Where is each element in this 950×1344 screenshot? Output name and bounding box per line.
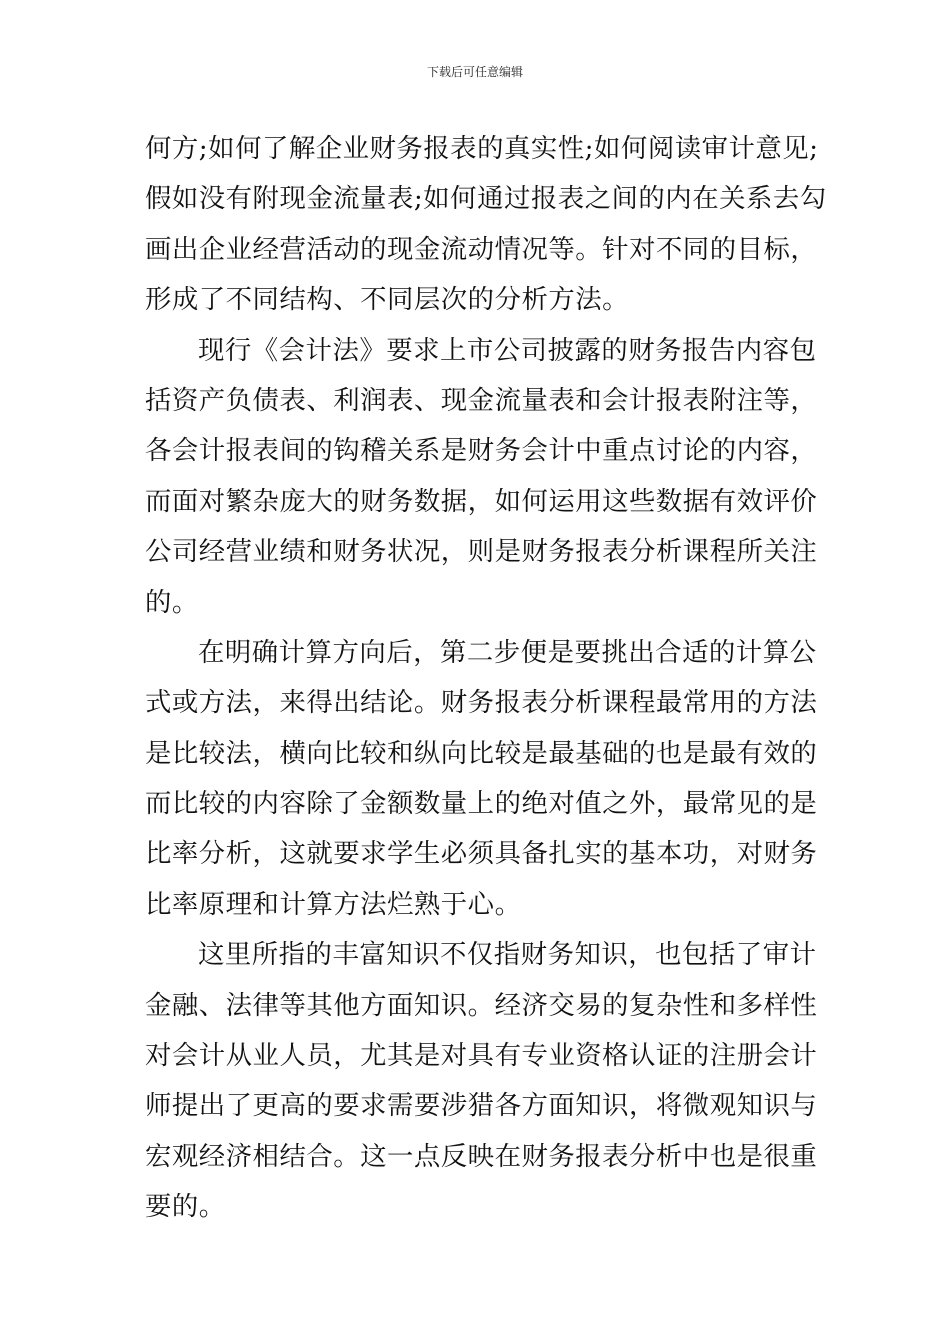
text-line: 形成了不同结构、不同层次的分析方法。 [145,284,630,316]
text-line: 假如没有附现金流量表;如何通过报表之间的内在关系去勾 [145,183,827,215]
text-line: 而比较的内容除了金额数量上的绝对值之外，最常见的是 [145,788,818,820]
text-line: 金融、法律等其他方面知识。经济交易的复杂性和多样性 [145,989,818,1021]
text-line: 比率原理和计算方法烂熟于心。 [145,888,522,920]
text-line: 现行《会计法》要求上市公司披露的财务报告内容包 [198,334,817,366]
text-line: 师提出了更高的要求需要涉猎各方面知识，将微观知识与 [145,1090,818,1122]
text-line: 这里所指的丰富知识不仅指财务知识，也包括了审计 [198,939,817,971]
text-line: 在明确计算方向后，第二步便是要挑出合适的计算公 [198,636,817,668]
text-line: 各会计报表间的钩稽关系是财务会计中重点讨论的内容， [145,435,818,467]
text-line: 宏观经济相结合。这一点反映在财务报表分析中也是很重 [145,1140,818,1172]
text-line: 公司经营业绩和财务状况，则是财务报表分析课程所关注 [145,536,818,568]
text-line: 何方;如何了解企业财务报表的真实性;如何阅读审计意见; [145,133,819,164]
text-line: 是比较法，横向比较和纵向比较是最基础的也是最有效的 [145,737,818,769]
text-line: 而面对繁杂庞大的财务数据，如何运用这些数据有效评价 [145,485,818,517]
page-header: 下载后可任意编辑 [426,65,523,79]
text-line: 式或方法，来得出结论。财务报表分析课程最常用的方法 [145,687,818,719]
text-line: 比率分析，这就要求学生必须具备扎实的基本功，对财务 [145,838,818,870]
text-line: 的。 [145,586,199,618]
paragraph-2 [145,326,818,628]
text-line: 要的。 [145,1191,226,1223]
text-line: 画出企业经营活动的现金流动情况等。针对不同的目标， [145,233,818,265]
paragraph-3 [145,628,818,930]
text-line: 括资产负债表、利润表、现金流量表和会计报表附注等， [145,384,818,416]
paragraph-1 [145,124,827,326]
document-body [145,124,827,1233]
paragraph-4 [145,930,818,1232]
text-line: 对会计从业人员，尤其是对具有专业资格认证的注册会计 [145,1040,818,1072]
